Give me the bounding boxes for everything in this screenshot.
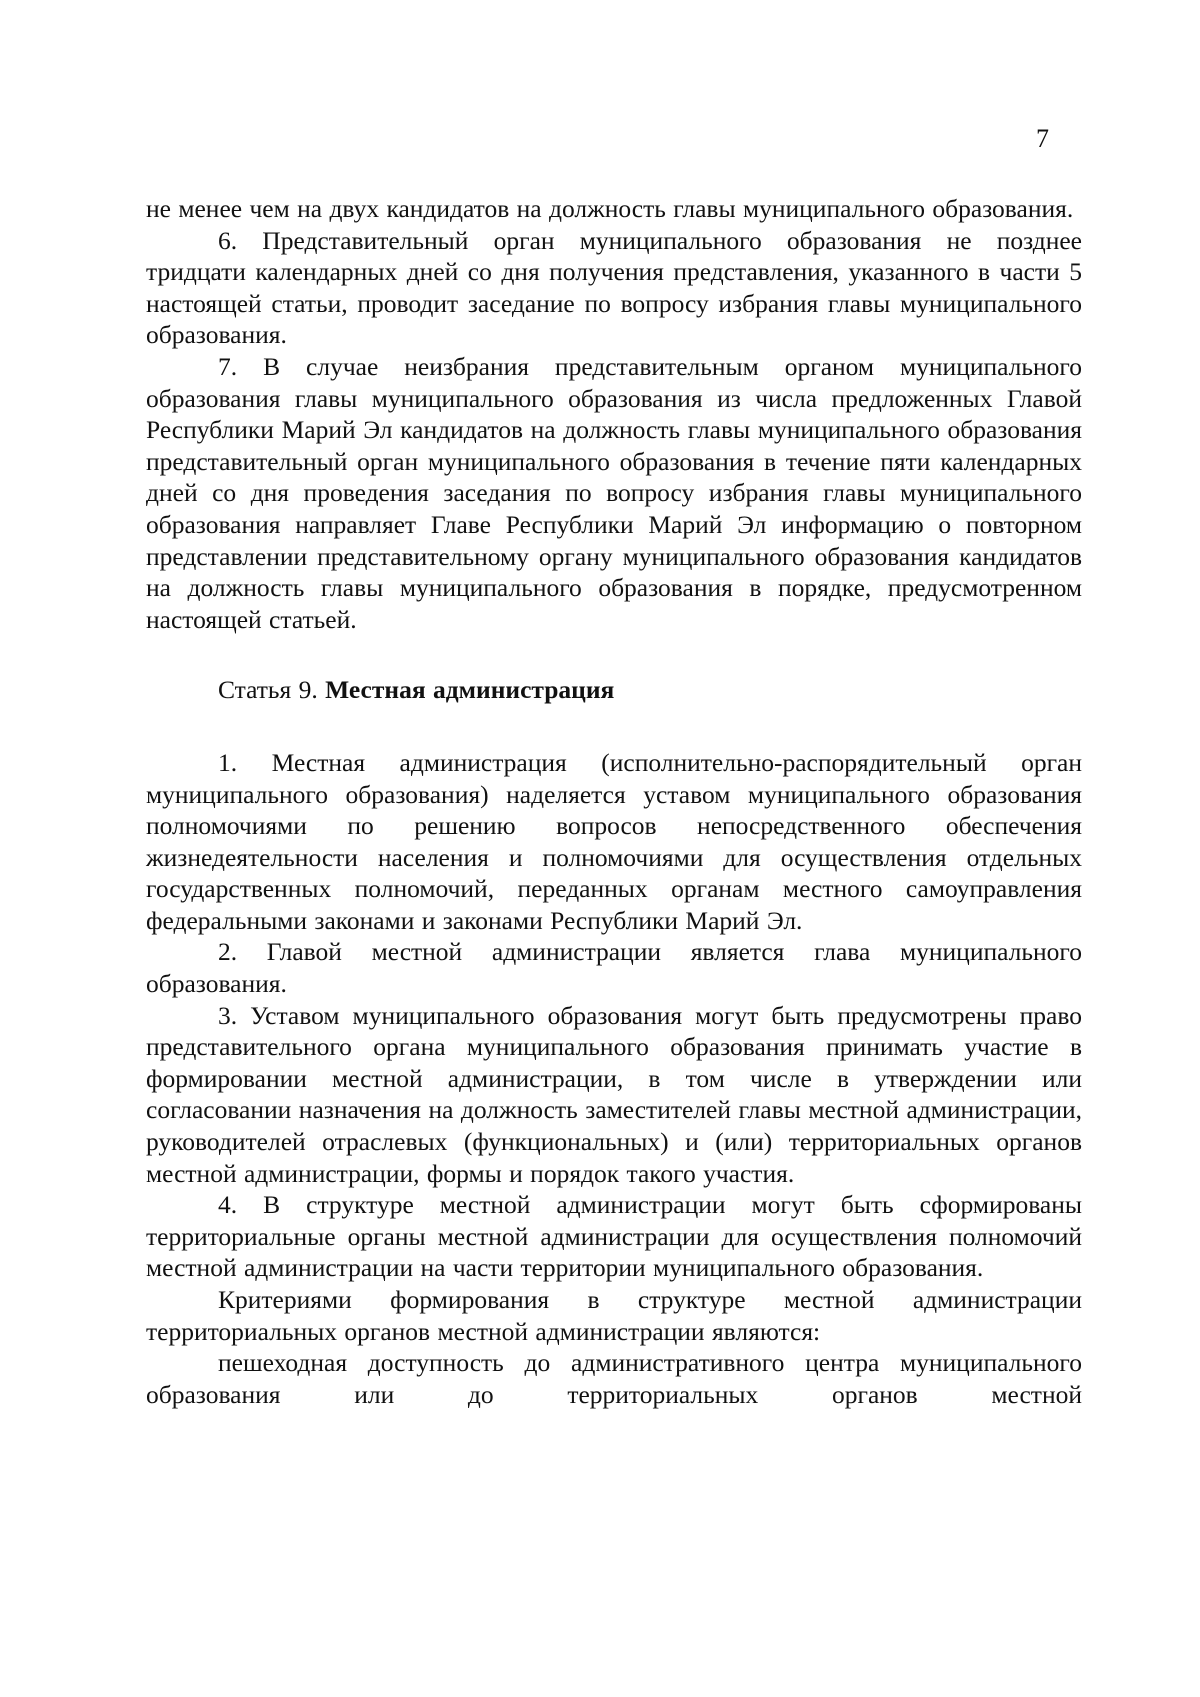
article-heading bbox=[218, 674, 1082, 706]
paragraph: 7. В случае неизбрания представительным органом муниципального образования главы муниципального образования из числа предложенных Главой Республики Марий Эл кандидатов на должность главы муниципального образования представительный орган муниципального образования в течение пяти календарных дней со дня проведения заседания по вопросу избрания главы муниципального образования направляет Главе Республики Марий Эл информацию о повторном представлении представительному органу муниципального образования кандидатов на должность главы муниципального образования в порядке, предусмотренном настоящей статьей. bbox=[146, 351, 1082, 634]
paragraph: 6. Представительный орган муниципального образования не позднее тридцати календарных дней со дня получения представления, указанного в части 5 настоящей статьи, проводит заседание по вопросу избрания главы муниципального образования. bbox=[146, 225, 1082, 350]
paragraph: 3. Уставом муниципального образования могут быть предусмотрены право представительного органа муниципального образования принимать участие в формировании местной администрации, в том числе в утверждении или согласовании назначения на должность заместителей главы местной администрации, руководителей отраслевых (функциональных) и (или) территориальных органов местной администрации, формы и порядок такого участия. bbox=[146, 1000, 1082, 1188]
paragraph-group-top bbox=[146, 193, 1082, 635]
document-body bbox=[146, 193, 1082, 1410]
article-title: Местная администрация bbox=[325, 675, 615, 705]
page-number: 7 bbox=[1036, 124, 1049, 153]
paragraph: 2. Главой местной администрации является глава муниципального образования. bbox=[146, 937, 1082, 999]
article-prefix: Статья 9. bbox=[218, 675, 318, 705]
paragraph: 4. В структуре местной администрации могут быть сформированы территориальные органы местной администрации для осуществления полномочий местной администрации на части территории муниципального образования. bbox=[146, 1190, 1082, 1283]
paragraph: не менее чем на двух кандидатов на должность главы муниципального образования. bbox=[146, 194, 1074, 223]
paragraph: 1. Местная администрация (исполнительно-распорядительный орган муниципального образования) наделяется уставом муниципального образования полномочиями по решению вопросов непосредственного обеспечения жизнедеятельности населения и полномочиями для осуществления отдельных государственных полномочий, переданных органам местного самоуправления федеральными законами и законами Республики Марий Эл. bbox=[146, 747, 1082, 935]
paragraph-group-bottom bbox=[146, 747, 1082, 1410]
paragraph: пешеходная доступность до административного центра муниципального образования или до территориальных органов местной bbox=[146, 1348, 1082, 1409]
paragraph: Критериями формирования в структуре местной администрации территориальных органов местной администрации являются: bbox=[146, 1285, 1082, 1346]
